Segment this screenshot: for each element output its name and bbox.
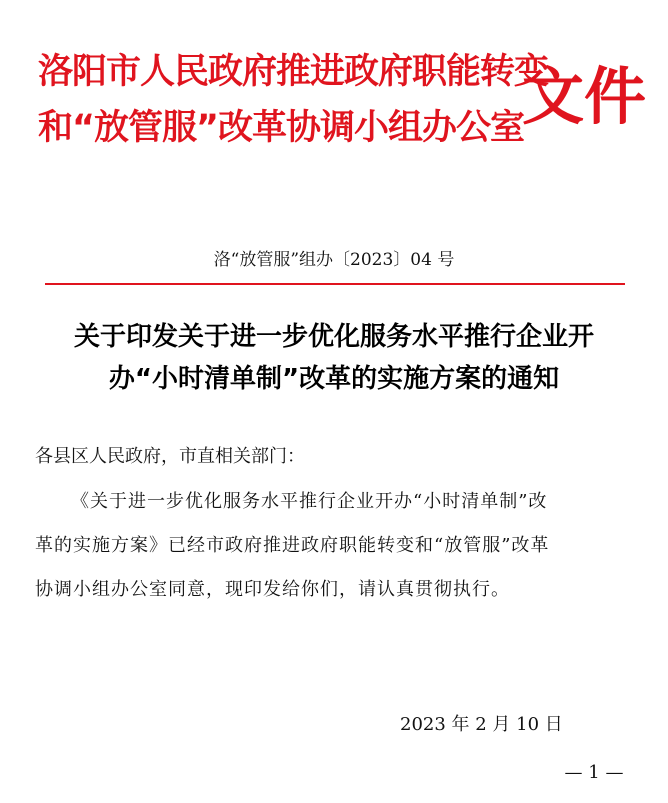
body-line-2: 革的实施方案》已经市政府推进政府职能转变和“放管服”改革 xyxy=(35,535,550,556)
body-line-3: 协调小组办公室同意，现印发给你们，请认真贯彻执行。 xyxy=(35,579,510,600)
salutation: 各县区人民政府，市直相关部门： xyxy=(35,446,305,467)
document-number: 洛“放管服”组办〔2023〕04 号 xyxy=(213,250,455,270)
notice-title xyxy=(40,316,628,400)
notice-title-line-1: 关于印发关于进一步优化服务水平推行企业开 xyxy=(73,322,594,352)
issue-date: 2023 年 2 月 10 日 xyxy=(400,714,563,735)
page-number-footer xyxy=(0,761,668,785)
document-type-label: 文件 xyxy=(522,60,647,133)
red-divider-line xyxy=(45,283,625,285)
notice-title-line-2: 办“小时清单制”改革的实施方案的通知 xyxy=(108,364,560,394)
org-name-line-1: 洛阳市人民政府推进政府职能转变 xyxy=(38,52,549,92)
body-paragraph xyxy=(35,480,635,612)
page-number: — 1 — xyxy=(564,762,624,783)
org-name-line-2: 和“放管服”改革协调小组办公室 xyxy=(38,108,525,148)
issuing-organization xyxy=(38,44,549,156)
body-line-1: 《关于进一步优化服务水平推行企业开办“小时清单制”改 xyxy=(71,491,548,512)
